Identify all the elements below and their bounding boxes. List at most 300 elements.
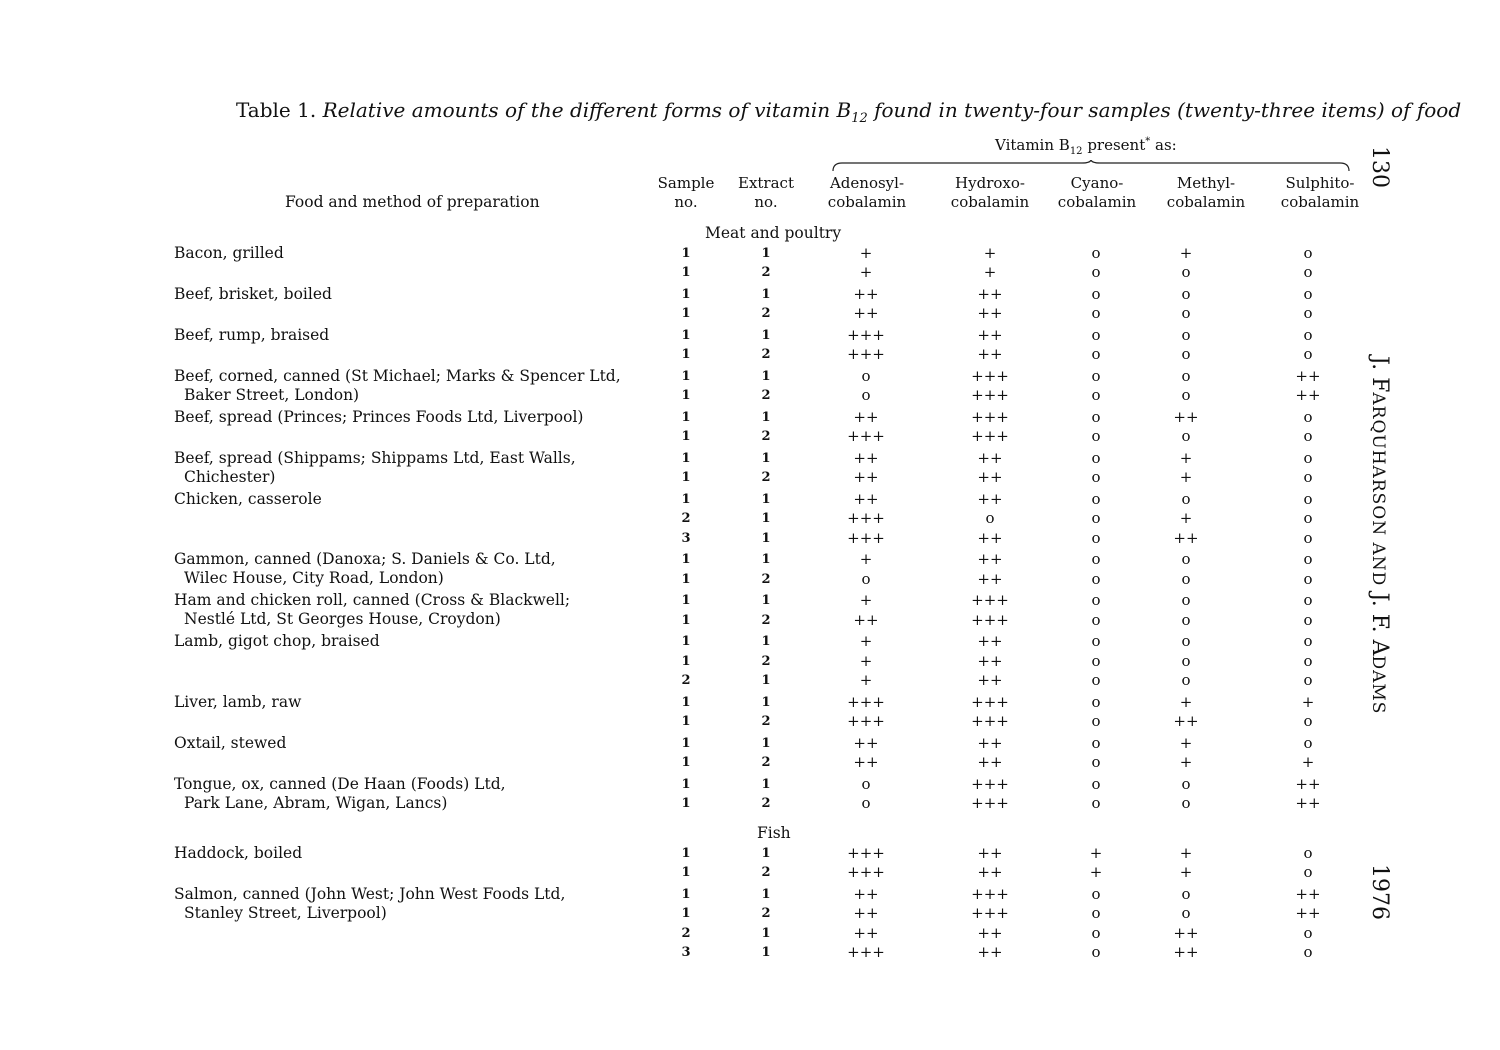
food-label-line: Salmon, canned (John West; John West Foods Ltd, xyxy=(174,885,566,903)
amount-cell: o xyxy=(1303,711,1313,730)
form-header-line: Methyl- xyxy=(1176,174,1236,192)
food-label-line: Beef, rump, braised xyxy=(174,326,330,344)
extract-no-cell: 2 xyxy=(761,347,771,363)
amount-cell: ++ xyxy=(977,863,1003,882)
amount-cell: ++ xyxy=(977,844,1003,862)
form-column-header xyxy=(807,174,927,212)
form-column-header xyxy=(1037,174,1157,212)
amount-cell: ++ xyxy=(1173,711,1199,730)
form-header-line: cobalamin xyxy=(1166,193,1246,211)
amount-cell: +++ xyxy=(971,774,1009,793)
food-label-line: Beef, spread (Princes; Princes Foods Ltd, Liverpool) xyxy=(174,408,584,426)
amount-cell: o xyxy=(1091,468,1101,487)
form-header-line: Cyano- xyxy=(1070,174,1124,192)
amount-cell: +++ xyxy=(971,610,1009,629)
sample-no-cell: 1 xyxy=(681,470,691,486)
food-label-line: Oxtail, stewed xyxy=(174,733,287,752)
food-label-line: Stanley Street, Liverpool) xyxy=(184,904,387,922)
food-column-header: Food and method of preparation xyxy=(285,193,540,211)
amount-cell: + xyxy=(859,244,873,262)
amount-cell: o xyxy=(1091,490,1101,508)
sample-no-cell: 3 xyxy=(681,944,691,960)
amount-cell: + xyxy=(1179,692,1193,711)
amount-cell: ++ xyxy=(1295,904,1321,923)
amount-cell: ++ xyxy=(853,752,879,771)
sample-no-cell: 1 xyxy=(681,347,691,363)
amount-cell: ++ xyxy=(1295,367,1321,385)
amount-cell: ++ xyxy=(853,490,879,508)
food-label xyxy=(174,244,284,263)
sample-no-cell: 1 xyxy=(681,887,691,902)
extract-no-cell: 1 xyxy=(761,451,771,466)
sample-no-cell: 1 xyxy=(681,713,691,729)
amount-cell: + xyxy=(1301,752,1315,771)
amount-cell: +++ xyxy=(971,591,1009,610)
sample-no-cell: 3 xyxy=(681,530,691,546)
extract-no-cell: 1 xyxy=(761,672,771,688)
sample-no-cell: 2 xyxy=(681,511,691,527)
amount-cell: o xyxy=(1303,610,1313,629)
extract-no-cell: 1 xyxy=(761,530,771,546)
sample-no-cell: 1 xyxy=(681,451,691,466)
extract-no-cell: 1 xyxy=(761,492,771,507)
extract-no-cell: 1 xyxy=(761,246,771,261)
amount-cell: ++ xyxy=(977,468,1003,487)
amount-cell: o xyxy=(1181,793,1191,812)
amount-cell: o xyxy=(1181,904,1191,923)
extract-no-cell: 2 xyxy=(761,571,771,587)
amount-cell: o xyxy=(1303,632,1313,651)
amount-cell: + xyxy=(983,263,997,282)
amount-cell: o xyxy=(861,386,871,405)
amount-cell: +++ xyxy=(971,386,1009,405)
amount-cell: o xyxy=(1181,569,1191,588)
sample-no-cell: 1 xyxy=(681,429,691,445)
sample-no-cell: 1 xyxy=(681,694,691,710)
form-column-header xyxy=(930,174,1050,212)
amount-cell: ++ xyxy=(977,733,1003,752)
amount-cell: o xyxy=(1091,326,1101,344)
amount-cell: o xyxy=(1091,528,1101,547)
publication-year: 1976 xyxy=(1367,864,1392,920)
amount-cell: ++ xyxy=(977,550,1003,569)
amount-cell: + xyxy=(859,591,873,610)
sample-no-cell: 1 xyxy=(681,287,691,302)
amount-cell: +++ xyxy=(847,326,885,344)
amount-cell: o xyxy=(1303,427,1313,446)
amount-cell: + xyxy=(1179,733,1193,752)
amount-cell: ++ xyxy=(977,528,1003,547)
amount-cell: o xyxy=(1181,263,1191,282)
food-label xyxy=(174,408,583,427)
amount-cell: o xyxy=(1303,863,1313,882)
sample-no-cell: 1 xyxy=(681,388,691,404)
amount-cell: o xyxy=(1091,569,1101,588)
amount-cell: ++ xyxy=(1295,885,1321,903)
amount-cell: o xyxy=(1091,692,1101,711)
form-column-header xyxy=(1260,174,1380,212)
amount-cell: o xyxy=(1303,569,1313,588)
amount-cell: ++ xyxy=(853,304,879,323)
amount-cell: ++ xyxy=(1173,408,1199,426)
amount-cell: + xyxy=(859,651,873,670)
amount-cell: o xyxy=(1091,774,1101,793)
amount-cell: o xyxy=(1091,509,1101,528)
amount-cell: + xyxy=(859,550,873,569)
amount-cell: ++ xyxy=(977,651,1003,670)
form-header-line: cobalamin xyxy=(827,193,907,211)
amount-cell: o xyxy=(1091,263,1101,282)
author-1-surname: ARQUHARSON xyxy=(1368,392,1388,537)
amount-cell: ++ xyxy=(977,285,1003,303)
amount-cell: o xyxy=(1091,610,1101,629)
extract-no-cell: 1 xyxy=(761,593,771,609)
amount-cell: o xyxy=(1091,885,1101,903)
amount-cell: o xyxy=(1181,632,1191,651)
page-number: 130 xyxy=(1367,146,1392,188)
food-label xyxy=(174,632,380,651)
amount-cell: ++ xyxy=(853,408,879,426)
extract-no-cell: 1 xyxy=(761,735,771,751)
sample-no-cell: 1 xyxy=(681,735,691,751)
amount-cell: o xyxy=(1181,345,1191,364)
amount-cell: ++ xyxy=(853,610,879,629)
table-title xyxy=(236,98,1462,126)
running-head-authors xyxy=(1367,356,1392,714)
sample-no-cell: 1 xyxy=(681,612,691,628)
amount-cell: o xyxy=(985,509,995,528)
extract-no-cell: 2 xyxy=(761,795,771,811)
amount-cell: +++ xyxy=(971,885,1009,903)
sample-no-cell: 1 xyxy=(681,754,691,770)
author-1-initials: J. F xyxy=(1367,356,1392,393)
sample-header-line: Sample xyxy=(657,174,715,192)
amount-cell: ++ xyxy=(1295,774,1321,793)
amount-cell: o xyxy=(1091,904,1101,923)
amount-cell: o xyxy=(1303,528,1313,547)
extract-no-cell: 2 xyxy=(761,653,771,669)
amount-cell: +++ xyxy=(971,793,1009,812)
extract-no-cell: 2 xyxy=(761,265,771,281)
amount-cell: +++ xyxy=(847,942,885,961)
author-2-initials: J. F. A xyxy=(1367,592,1392,656)
food-label-line: Haddock, boiled xyxy=(174,844,303,862)
amount-cell: ++ xyxy=(977,632,1003,651)
sample-column-header xyxy=(656,174,716,212)
sample-no-cell: 1 xyxy=(681,552,691,568)
amount-cell: o xyxy=(1091,632,1101,651)
amount-cell: o xyxy=(1091,304,1101,323)
amount-cell: o xyxy=(1303,844,1313,862)
vitamin-suffix: as: xyxy=(1150,136,1177,154)
extract-no-cell: 2 xyxy=(761,754,771,770)
sample-no-cell: 1 xyxy=(681,246,691,261)
title-text-end: found in twenty-four samples (twenty-three items) of food xyxy=(867,98,1462,122)
extract-no-cell: 2 xyxy=(761,612,771,628)
amount-cell: o xyxy=(1181,610,1191,629)
food-label xyxy=(174,367,621,405)
amount-cell: ++ xyxy=(1173,528,1199,547)
amount-cell: ++ xyxy=(1295,793,1321,812)
food-label xyxy=(174,449,576,487)
amount-cell: o xyxy=(1303,550,1313,569)
vitamin-group-header xyxy=(995,136,1177,157)
amount-cell: o xyxy=(1091,733,1101,752)
author-2-surname: DAMS xyxy=(1368,655,1388,715)
sample-no-cell: 1 xyxy=(681,265,691,281)
amount-cell: + xyxy=(1179,449,1193,467)
amount-cell: o xyxy=(1181,591,1191,610)
extract-no-cell: 1 xyxy=(761,511,771,527)
amount-cell: o xyxy=(1303,244,1313,262)
extract-no-cell: 2 xyxy=(761,906,771,922)
amount-cell: o xyxy=(1181,651,1191,670)
amount-cell: ++ xyxy=(1295,386,1321,405)
amount-cell: o xyxy=(1091,345,1101,364)
amount-cell: + xyxy=(859,632,873,651)
food-label xyxy=(174,734,286,753)
column-group-brace xyxy=(832,160,1350,172)
extract-no-cell: 1 xyxy=(761,925,771,941)
food-label-line: Gammon, canned (Danoxa; S. Daniels & Co. Ltd, xyxy=(174,550,556,569)
amount-cell: o xyxy=(1181,670,1191,689)
food-label xyxy=(174,844,302,863)
food-label-line: Tongue, ox, canned (De Haan (Foods) Ltd, xyxy=(174,774,506,793)
amount-cell: o xyxy=(1091,591,1101,610)
sample-no-cell: 1 xyxy=(681,410,691,425)
form-header-line: cobalamin xyxy=(1280,193,1360,211)
extract-no-cell: 2 xyxy=(761,429,771,445)
amount-cell: +++ xyxy=(847,509,885,528)
amount-cell: o xyxy=(1091,550,1101,569)
extract-no-cell: 2 xyxy=(761,306,771,322)
amount-cell: + xyxy=(859,670,873,689)
extract-no-cell: 1 xyxy=(761,846,771,861)
food-label xyxy=(174,326,329,345)
amount-cell: ++ xyxy=(977,923,1003,942)
amount-cell: o xyxy=(1091,752,1101,771)
food-label-line: Beef, spread (Shippams; Shippams Ltd, East Walls, xyxy=(174,449,576,467)
extract-no-cell: 2 xyxy=(761,470,771,486)
amount-cell: o xyxy=(1181,386,1191,405)
food-label xyxy=(174,775,506,813)
amount-cell: o xyxy=(1091,367,1101,385)
amount-cell: o xyxy=(1091,386,1101,405)
extract-no-cell: 1 xyxy=(761,287,771,302)
extract-column-header xyxy=(736,174,796,212)
amount-cell: o xyxy=(1181,304,1191,323)
sample-no-cell: 1 xyxy=(681,795,691,811)
food-label-line: Beef, brisket, boiled xyxy=(174,285,332,303)
extract-no-cell: 1 xyxy=(761,328,771,343)
food-label-line: Nestlé Ltd, St Georges House, Croydon) xyxy=(184,610,501,629)
form-header-line: Sulphito- xyxy=(1285,174,1355,192)
form-column-header xyxy=(1146,174,1266,212)
amount-cell: o xyxy=(1181,490,1191,508)
section-title: Meat and poultry xyxy=(705,224,842,242)
sample-no-cell: 2 xyxy=(681,925,691,941)
amount-cell: + xyxy=(1179,468,1193,487)
sample-no-cell: 2 xyxy=(681,672,691,688)
amount-cell: ++ xyxy=(853,885,879,903)
amount-cell: o xyxy=(1303,468,1313,487)
food-label-line: Liver, lamb, raw xyxy=(174,692,302,711)
amount-cell: o xyxy=(1303,326,1313,344)
author-conjunction: AND xyxy=(1368,536,1388,593)
form-header-line: cobalamin xyxy=(1057,193,1137,211)
amount-cell: o xyxy=(1091,427,1101,446)
food-label-line: Beef, corned, canned (St Michael; Marks & Spencer Ltd, xyxy=(174,367,621,385)
amount-cell: + xyxy=(859,263,873,282)
extract-no-cell: 1 xyxy=(761,887,771,902)
food-label xyxy=(174,885,565,923)
extract-no-cell: 1 xyxy=(761,552,771,568)
amount-cell: o xyxy=(1303,509,1313,528)
amount-cell: o xyxy=(1181,774,1191,793)
food-label xyxy=(174,285,332,304)
amount-cell: o xyxy=(1091,793,1101,812)
amount-cell: o xyxy=(861,793,871,812)
amount-cell: o xyxy=(1181,427,1191,446)
extract-no-cell: 1 xyxy=(761,369,771,384)
amount-cell: ++ xyxy=(1173,923,1199,942)
amount-cell: o xyxy=(1303,923,1313,942)
amount-cell: o xyxy=(1303,449,1313,467)
amount-cell: ++ xyxy=(977,345,1003,364)
amount-cell: + xyxy=(1301,692,1315,711)
sample-no-cell: 1 xyxy=(681,865,691,881)
amount-cell: o xyxy=(1303,304,1313,323)
table-number: 1 xyxy=(297,98,310,122)
extract-no-cell: 1 xyxy=(761,944,771,960)
sample-no-cell: 1 xyxy=(681,634,691,650)
form-header-line: Hydroxo- xyxy=(955,174,1025,192)
food-label-line: Lamb, gigot chop, braised xyxy=(174,632,380,651)
amount-cell: ++ xyxy=(1173,942,1199,961)
food-label-line: Chichester) xyxy=(184,468,276,486)
amount-cell: ++ xyxy=(977,752,1003,771)
amount-cell: +++ xyxy=(971,711,1009,730)
amount-cell: o xyxy=(1303,591,1313,610)
vitamin-prefix: Vitamin B xyxy=(995,136,1070,154)
food-label xyxy=(174,550,556,588)
extract-no-cell: 2 xyxy=(761,865,771,881)
amount-cell: o xyxy=(1091,285,1101,303)
section-title: Fish xyxy=(757,824,791,842)
amount-cell: ++ xyxy=(977,304,1003,323)
sample-header-line: no. xyxy=(674,193,698,211)
sample-no-cell: 1 xyxy=(681,492,691,507)
vitamin-sub: 12 xyxy=(1069,146,1083,157)
title-text: Relative amounts of the different forms of vitamin B xyxy=(322,98,852,122)
sample-no-cell: 1 xyxy=(681,653,691,669)
amount-cell: o xyxy=(1091,244,1101,262)
form-header-line: cobalamin xyxy=(950,193,1030,211)
amount-cell: +++ xyxy=(847,528,885,547)
amount-cell: ++ xyxy=(977,490,1003,508)
amount-cell: +++ xyxy=(847,863,885,882)
amount-cell: o xyxy=(1091,942,1101,961)
amount-cell: o xyxy=(1303,345,1313,364)
amount-cell: o xyxy=(1303,408,1313,426)
amount-cell: o xyxy=(1303,490,1313,508)
amount-cell: ++ xyxy=(853,904,879,923)
amount-cell: + xyxy=(1179,844,1193,862)
amount-cell: +++ xyxy=(847,711,885,730)
amount-cell: ++ xyxy=(977,326,1003,344)
amount-cell: +++ xyxy=(847,427,885,446)
amount-cell: o xyxy=(1091,449,1101,467)
amount-cell: +++ xyxy=(971,427,1009,446)
amount-cell: ++ xyxy=(853,468,879,487)
amount-cell: ++ xyxy=(977,449,1003,467)
amount-cell: o xyxy=(1091,923,1101,942)
table-label: Table xyxy=(236,98,298,122)
extract-no-cell: 2 xyxy=(761,388,771,404)
title-separator: . xyxy=(309,98,323,122)
amount-cell: o xyxy=(1091,711,1101,730)
food-label xyxy=(174,693,301,712)
extract-no-cell: 1 xyxy=(761,410,771,425)
food-label-line: Wilec House, City Road, London) xyxy=(184,569,444,588)
food-label xyxy=(174,591,570,629)
amount-cell: o xyxy=(1181,885,1191,903)
food-label-line: Chicken, casserole xyxy=(174,490,322,508)
amount-cell: +++ xyxy=(971,408,1009,426)
extract-no-cell: 1 xyxy=(761,634,771,650)
extract-no-cell: 1 xyxy=(761,776,771,792)
form-header-line: Adenosyl- xyxy=(829,174,905,192)
sample-no-cell: 1 xyxy=(681,369,691,384)
amount-cell: + xyxy=(1179,509,1193,528)
amount-cell: o xyxy=(1091,670,1101,689)
extract-no-cell: 1 xyxy=(761,694,771,710)
extract-header-line: Extract xyxy=(738,174,794,192)
sample-no-cell: 1 xyxy=(681,306,691,322)
amount-cell: ++ xyxy=(977,670,1003,689)
amount-cell: +++ xyxy=(971,904,1009,923)
amount-cell: o xyxy=(1303,942,1313,961)
amount-cell: +++ xyxy=(847,345,885,364)
amount-cell: ++ xyxy=(853,733,879,752)
sample-no-cell: 1 xyxy=(681,571,691,587)
amount-cell: ++ xyxy=(977,942,1003,961)
food-label-line: Bacon, grilled xyxy=(174,244,284,262)
amount-cell: +++ xyxy=(971,367,1009,385)
amount-cell: + xyxy=(983,244,997,262)
amount-cell: o xyxy=(1181,285,1191,303)
amount-cell: +++ xyxy=(847,692,885,711)
extract-no-cell: 2 xyxy=(761,713,771,729)
footnote-mark: * xyxy=(1145,136,1151,147)
amount-cell: +++ xyxy=(971,692,1009,711)
amount-cell: ++ xyxy=(853,449,879,467)
amount-cell: o xyxy=(861,569,871,588)
amount-cell: + xyxy=(1179,244,1193,262)
amount-cell: o xyxy=(1303,651,1313,670)
amount-cell: o xyxy=(1091,651,1101,670)
amount-cell: o xyxy=(1303,733,1313,752)
food-label-line: Baker Street, London) xyxy=(184,386,360,404)
amount-cell: o xyxy=(1091,408,1101,426)
amount-cell: o xyxy=(861,774,871,793)
amount-cell: ++ xyxy=(853,285,879,303)
vitamin-mid: present xyxy=(1082,136,1146,154)
food-label-line: Park Lane, Abram, Wigan, Lancs) xyxy=(184,793,448,812)
amount-cell: o xyxy=(1303,285,1313,303)
amount-cell: + xyxy=(1179,752,1193,771)
amount-cell: o xyxy=(1181,550,1191,569)
